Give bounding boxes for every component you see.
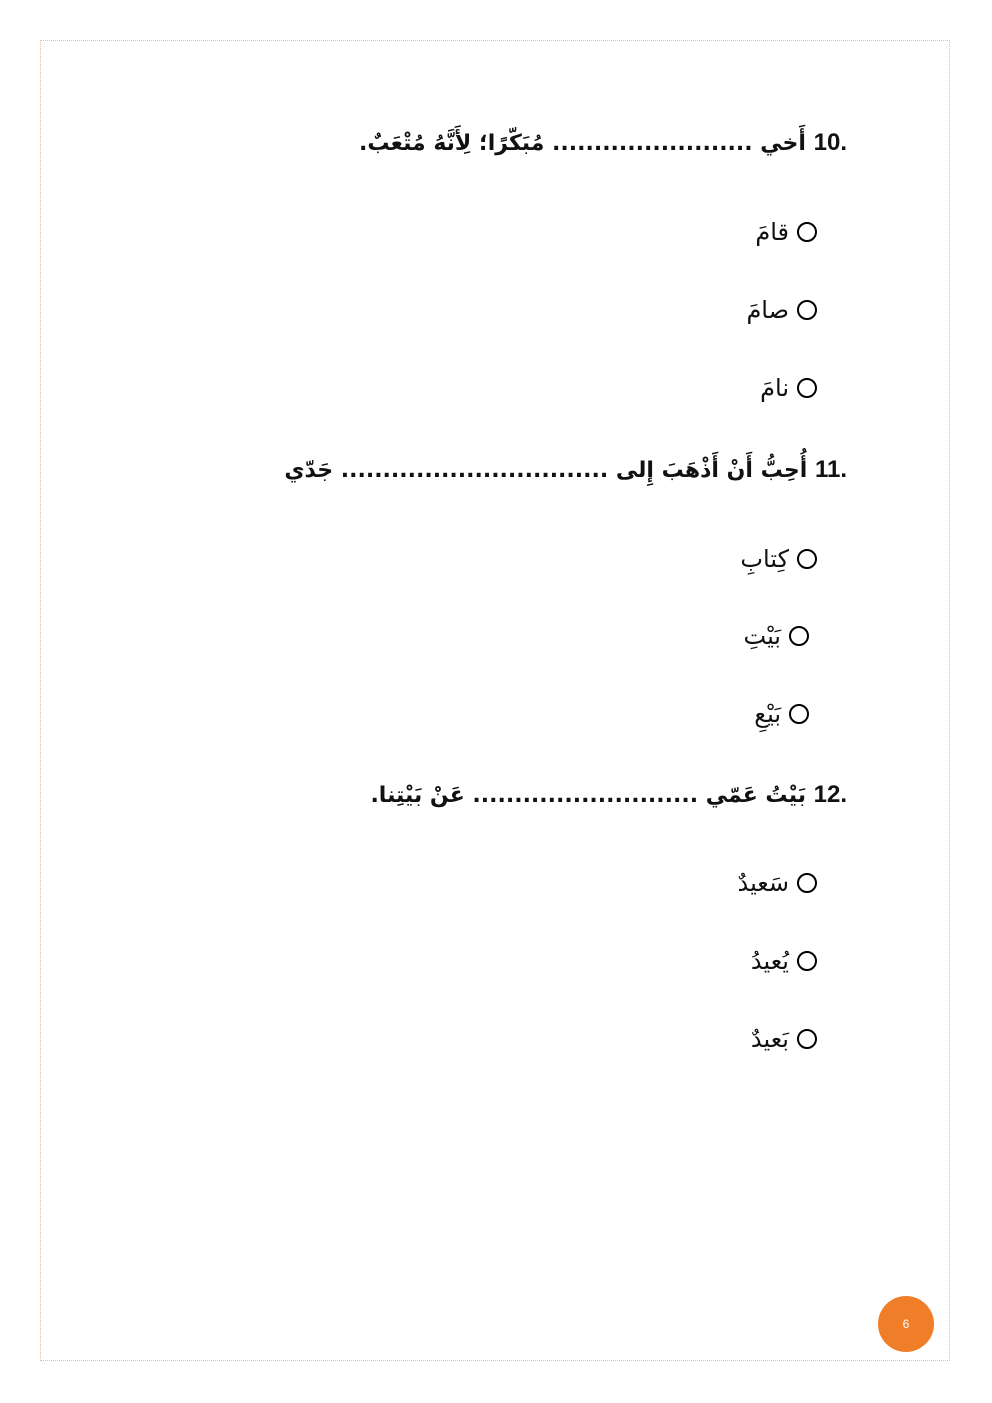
question-12 — [370, 783, 847, 807]
option-label: صامَ — [746, 296, 789, 324]
option-label: بَيْعِ — [754, 700, 781, 728]
question-text: بَيْتُ عَمّي ........................... عَنْ بَيْتِنا. — [370, 783, 806, 808]
question-text: أَخي ........................ مُبَكّرًا؛ لِأَنَّهُ مُتْعَبٌ. — [359, 131, 806, 156]
answer-option[interactable] — [754, 702, 809, 726]
answer-option[interactable] — [751, 1027, 817, 1051]
answer-option[interactable] — [755, 220, 817, 244]
radio-circle-icon[interactable] — [797, 378, 817, 398]
answer-option[interactable] — [740, 547, 817, 571]
question-text: أُحِبُّ أَنْ أَذْهَبَ إِلى ................................ جَدّي — [284, 458, 808, 483]
answer-option[interactable] — [737, 871, 817, 895]
radio-circle-icon[interactable] — [797, 951, 817, 971]
option-label: نامَ — [760, 374, 789, 402]
radio-circle-icon[interactable] — [797, 300, 817, 320]
answer-option[interactable] — [760, 376, 817, 400]
option-label: قامَ — [755, 218, 789, 246]
answer-option[interactable] — [751, 949, 817, 973]
question-number: .10 — [813, 129, 847, 156]
radio-circle-icon[interactable] — [797, 1029, 817, 1049]
option-label: بَيْتِ — [743, 622, 781, 650]
option-label: كِتابِ — [740, 545, 789, 573]
page-number-badge: 6 — [878, 1296, 934, 1352]
radio-circle-icon[interactable] — [797, 873, 817, 893]
radio-circle-icon[interactable] — [797, 222, 817, 242]
option-label: بَعيدٌ — [750, 1025, 789, 1053]
radio-circle-icon[interactable] — [789, 626, 809, 646]
option-label: سَعيدٌ — [737, 869, 789, 897]
option-label: يُعيدُ — [750, 947, 789, 975]
question-11 — [284, 458, 847, 482]
answer-option[interactable] — [746, 298, 817, 322]
answer-option[interactable] — [744, 624, 810, 648]
question-10 — [359, 131, 847, 155]
question-number: .11 — [814, 456, 847, 483]
radio-circle-icon[interactable] — [797, 549, 817, 569]
radio-circle-icon[interactable] — [789, 704, 809, 724]
question-number: .12 — [813, 781, 847, 808]
